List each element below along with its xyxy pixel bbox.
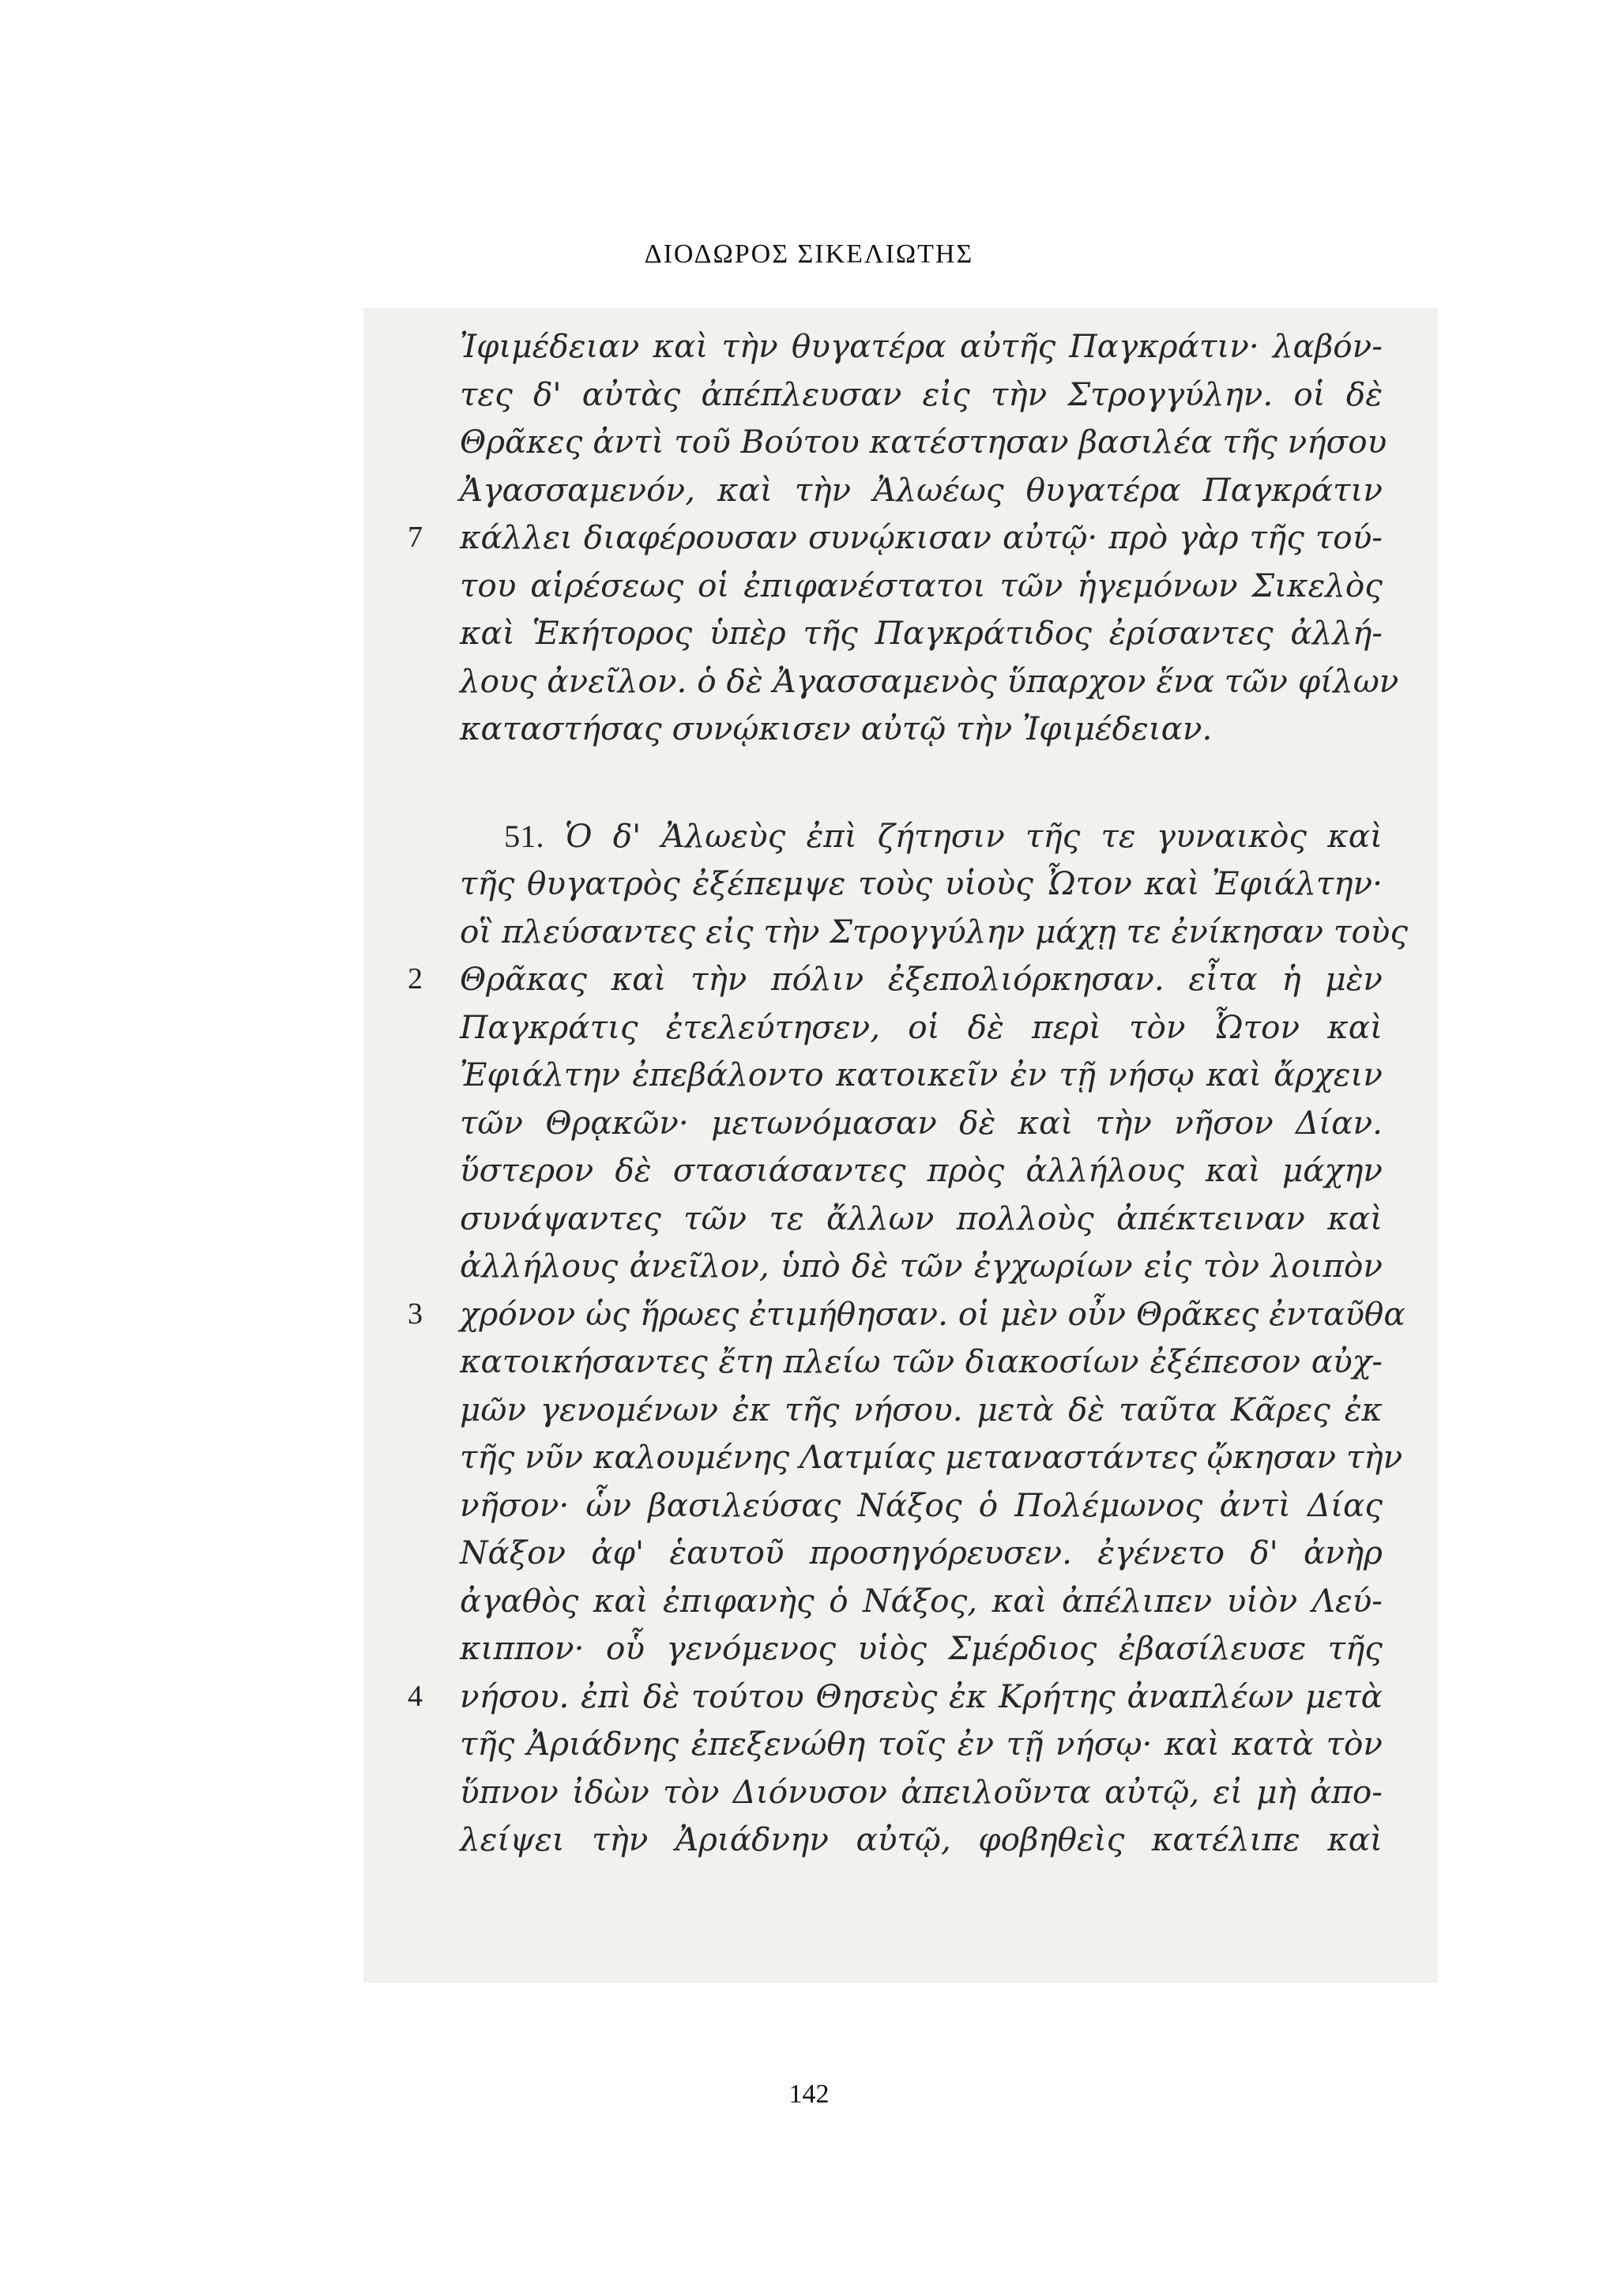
line-text: του αἱρέσεως οἱ ἐπιφανέστατοι τῶν ἡγεμόνων Σικελὸς xyxy=(460,566,1383,604)
text-line xyxy=(460,418,1387,466)
text-line xyxy=(460,908,1409,956)
text-line xyxy=(460,705,1383,753)
line-text: τῆς νῦν καλουμένης Λατμίας μεταναστάντες ᾤκησαν τὴν xyxy=(460,1438,1403,1476)
text-line xyxy=(460,1338,1383,1386)
line-text: ὕπνον ἰδὼν τὸν Διόνυσον ἀπειλοῦντα αὐτῷ, εἰ μὴ ἀπο- xyxy=(460,1772,1383,1811)
text-line xyxy=(460,1003,1383,1052)
paragraph-2-first-line xyxy=(460,812,1383,860)
line-text: Νάξον ἀφ' ἑαυτοῦ προσηγόρευσεν. ἐγένετο δ' ἀνὴρ xyxy=(460,1534,1383,1571)
text-line xyxy=(460,1816,1383,1864)
line-text: τῆς θυγατρὸς ἐξέπεμψε τοὺς υἱοὺς Ὦτον καὶ Ἐφιάλτην· xyxy=(460,864,1383,902)
text-line xyxy=(460,609,1383,657)
text-line xyxy=(408,955,1383,1003)
text-line xyxy=(460,1386,1383,1434)
line-text: νήσου. ἐπὶ δὲ τούτου Θησεὺς ἐκ Κρήτης ἀναπλέων μετὰ xyxy=(460,1677,1383,1715)
line-text: συνάψαντες τῶν τε ἄλλων πολλοὺς ἀπέκτειναν καὶ xyxy=(460,1199,1383,1237)
line-text: οἳ πλεύσαντες εἰς τὴν Στρογγύλην μάχῃ τε ἐνίκησαν τοὺς xyxy=(460,912,1409,950)
line-text: Ἰφιμέδειαν καὶ τὴν θυγατέρα αὐτῆς Παγκράτιν· λαβόν- xyxy=(460,327,1383,365)
line-text: ὕστερον δὲ στασιάσαντες πρὸς ἀλλήλους καὶ μάχην xyxy=(460,1151,1383,1189)
text-line xyxy=(460,1146,1383,1195)
running-head: ΔΙΟΔΩΡΟΣ ΣΙΚΕΛΙΩΤΗΣ xyxy=(644,239,974,269)
text-line xyxy=(460,1577,1383,1625)
line-text: τες δ' αὐτὰς ἀπέπλευσαν εἰς τὴν Στρογγύλην. οἱ δὲ xyxy=(460,375,1383,413)
text-line xyxy=(460,1195,1383,1243)
text-line xyxy=(408,1290,1405,1338)
margin-line-number: 7 xyxy=(408,521,423,554)
first-line-text: Ὁ δ' Ἀλωεὺς ἐπὶ ζήτησιν τῆς τε γυναικὸς καὶ xyxy=(564,816,1383,855)
line-text: Ἀγασσαμενόν, καὶ τὴν Ἀλωέως θυγατέρα Παγκράτιν xyxy=(460,470,1383,509)
paragraph-2 xyxy=(408,812,1409,1864)
line-text: μῶν γενομένων ἐκ τῆς νήσου. μετὰ δὲ ταῦτα Κᾶρες ἐκ xyxy=(460,1390,1383,1428)
line-text: Θρᾶκες ἀντὶ τοῦ Βούτου κατέστησαν βασιλέα τῆς νήσου xyxy=(460,423,1387,461)
text-line xyxy=(460,1720,1383,1768)
line-text: ἀλλήλους ἀνεῖλον, ὑπὸ δὲ τῶν ἐγχωρίων εἰς τὸν λοιπὸν xyxy=(460,1247,1383,1285)
line-text: κατοικήσαντες ἔτη πλείω τῶν διακοσίων ἐξέπεσον αὐχ- xyxy=(460,1342,1383,1380)
text-line xyxy=(460,1768,1383,1816)
line-text: τῶν Θρᾳκῶν· μετωνόμασαν δὲ καὶ τὴν νῆσον Δίαν. xyxy=(460,1103,1383,1142)
margin-line-number: 3 xyxy=(408,1297,423,1331)
text-column xyxy=(408,322,1409,1864)
text-line xyxy=(460,1624,1383,1673)
text-line xyxy=(460,1433,1403,1481)
text-line xyxy=(460,657,1399,706)
line-text: καὶ Ἑκήτορος ὑπὲρ τῆς Παγκράτιδος ἐρίσαντες ἀλλή- xyxy=(460,614,1383,652)
text-line xyxy=(460,371,1383,419)
line-text: κάλλει διαφέρουσαν συνῴκισαν αὐτῷ· πρὸ γὰρ τῆς τού- xyxy=(460,518,1383,556)
line-text: καταστήσας συνῴκισεν αὐτῷ τὴν Ἰφιμέδειαν. xyxy=(460,710,1213,747)
paragraph-1 xyxy=(408,322,1399,753)
text-line xyxy=(460,322,1383,371)
line-text: Ἐφιάλτην ἐπεβάλοντο κατοικεῖν ἐν τῇ νήσῳ καὶ ἄρχειν xyxy=(460,1056,1383,1093)
paragraph-gap xyxy=(460,753,1383,812)
text-line xyxy=(460,562,1383,610)
line-text: κιππον· οὗ γενόμενος υἱὸς Σμέρδιος ἐβασίλευσε τῆς xyxy=(460,1629,1383,1667)
text-line xyxy=(460,1481,1383,1530)
line-text: χρόνον ὡς ἥρωες ἐτιμήθησαν. οἱ μὲν οὖν Θρᾶκες ἐνταῦθα xyxy=(460,1294,1405,1333)
text-line xyxy=(460,1242,1383,1290)
line-text: ἀγαθὸς καὶ ἐπιφανὴς ὁ Νάξος, καὶ ἀπέλιπεν υἱὸν Λεύ- xyxy=(460,1581,1383,1620)
line-text: νῆσον· ὧν βασιλεύσας Νάξος ὁ Πολέμωνος ἀντὶ Δίας xyxy=(460,1485,1383,1524)
text-line xyxy=(460,860,1383,908)
line-text: Θρᾶκας καὶ τὴν πόλιν ἐξεπολιόρκησαν. εἶτα ἡ μὲν xyxy=(460,960,1383,998)
text-line xyxy=(408,514,1383,562)
page-number: 142 xyxy=(788,2080,830,2109)
text-line xyxy=(460,466,1383,514)
margin-line-number: 4 xyxy=(408,1679,423,1713)
section-number: 51. xyxy=(504,818,544,854)
line-text: τῆς Ἀριάδνης ἐπεξενώθη τοῖς ἐν τῇ νήσῳ· καὶ κατὰ τὸν xyxy=(460,1725,1383,1763)
line-text: Παγκράτις ἐτελεύτησεν, οἱ δὲ περὶ τὸν Ὦτον καὶ xyxy=(460,1007,1383,1046)
line-text: λους ἀνεῖλον. ὁ δὲ Ἀγασσαμενὸς ὕπαρχον ἕνα τῶν φίλων xyxy=(460,661,1399,700)
text-line xyxy=(460,1099,1383,1147)
text-line xyxy=(408,1673,1383,1721)
text-line xyxy=(460,1051,1383,1099)
text-line xyxy=(460,1529,1383,1577)
margin-line-number: 2 xyxy=(408,962,423,996)
line-text: λείψει τὴν Ἀριάδνην αὐτῷ, φοβηθεὶς κατέλιπε καὶ xyxy=(460,1820,1383,1858)
